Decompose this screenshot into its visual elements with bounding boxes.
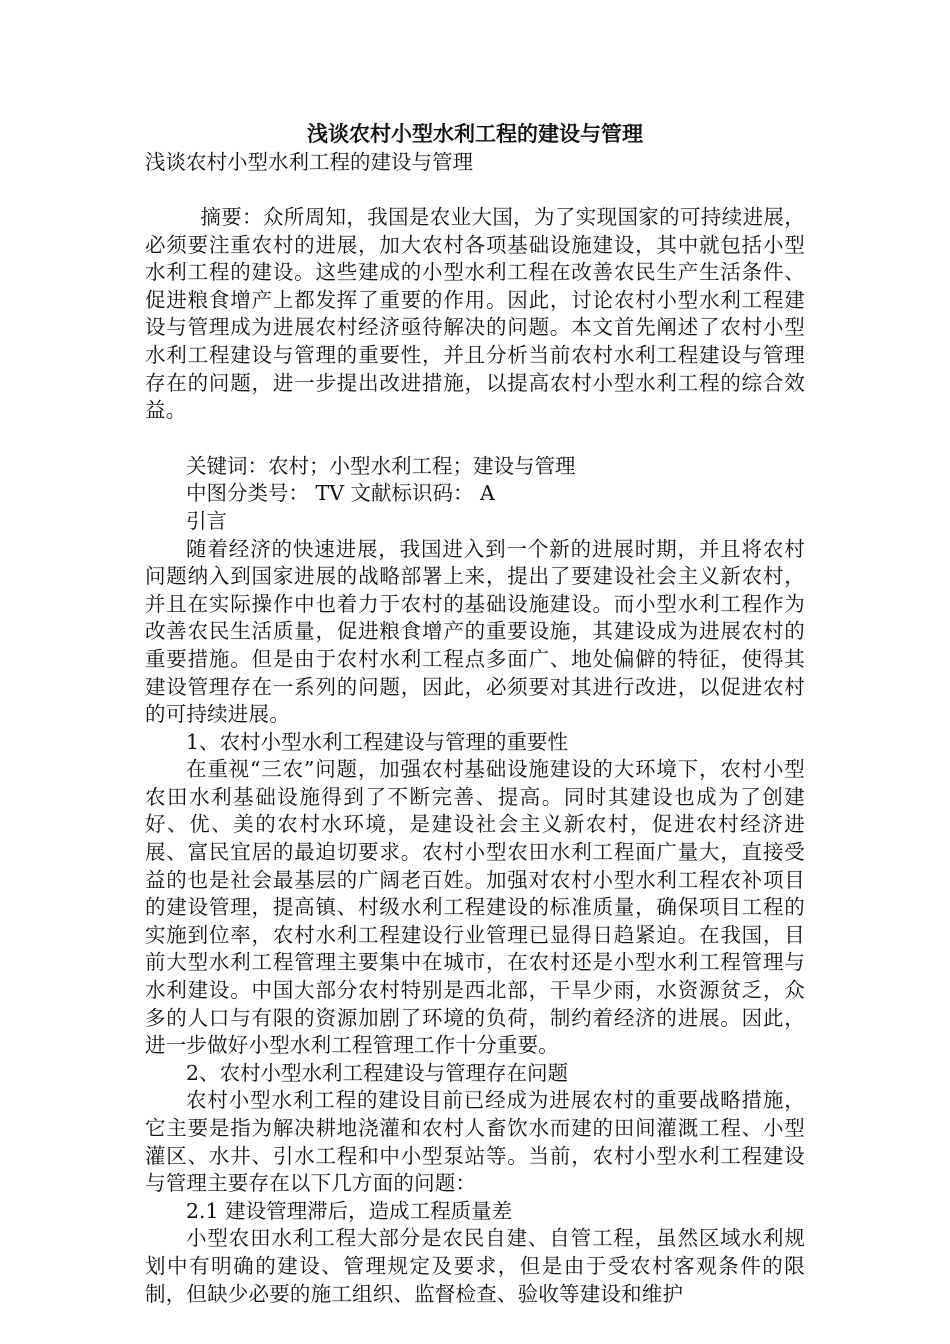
section-1-heading: 1、农村小型水利工程建设与管理的重要性 xyxy=(186,729,569,754)
section-2-1-paragraph: 小型农田水利工程大部分是农民自建、自管工程，虽然区域水利规划中有明确的建设、管理规定及要求，但是由于受农村客观条件的限制，但缺少必要的施工组织、监督检查、验收等建设和维护 xyxy=(145,1226,805,1306)
classification-line: 中图分类号： TV 文献标识码： A xyxy=(186,481,495,506)
document-title: 浅谈农村小型水利工程的建设与管理 xyxy=(307,122,643,146)
section-2-heading: 2、农村小型水利工程建设与管理存在问题 xyxy=(186,1060,569,1085)
document-page xyxy=(145,120,805,1308)
section-2-1-heading: 2.1 建设管理滞后，造成工程质量差 xyxy=(186,1198,513,1223)
document-subtitle: 浅谈农村小型水利工程的建设与管理 xyxy=(145,150,473,174)
blank-line xyxy=(145,176,805,204)
keywords-line: 关键词：农村；小型水利工程；建设与管理 xyxy=(186,453,576,478)
intro-heading: 引言 xyxy=(186,508,227,533)
blank-line xyxy=(145,425,805,453)
section-1-paragraph: 在重视“三农”问题，加强农村基础设施建设的大环境下，农村小型农田水利基础设施得到了不断完善、提高。同时其建设也成为了创建好、优、美的农村水环境，是建设社会主义新农村，促进农村经济进展、富民宜居的最迫切要求。农村小型农田水利工程面广量大，直接受益的也是社会最基层的广阔老百姓。加强对农村小型水利工程农补项目的建设管理，提高镇、村级水利工程建设的标准质量，确保项目工程的实施到位率，农村水利工程建设行业管理已显得日趋紧迫。在我国，目前大型水利工程管理主要集中在城市，在农村还是小型水利工程管理与水利建设。中国大部分农村特别是西北部，干旱少雨，水资源贫乏，众多的人口与有限的资源加剧了环境的负荷，制约着经济的进展。因此，进一步做好小型水利工程管理工作十分重要。 xyxy=(145,757,805,1058)
abstract-paragraph: 摘要：众所周知，我国是农业大国，为了实现国家的可持续进展，必须要注重农村的进展，加大农村各项基础设施建设，其中就包括小型水利工程的建设。这些建成的小型水利工程在改善农民生产生活条件、促进粮食增产上都发挥了重要的作用。因此，讨论农村小型水利工程建设与管理成为进展农村经济亟待解决的问题。本文首先阐述了农村小型水利工程建设与管理的重要性，并且分析当前农村水利工程建设与管理存在的问题，进一步提出改进措施，以提高农村小型水利工程的综合效益。 xyxy=(145,205,805,423)
intro-paragraph: 随着经济的快速进展，我国进入到一个新的进展时期，并且将农村问题纳入到国家进展的战略部署上来，提出了要建设社会主义新农村，并且在实际操作中也着力于农村的基础设施建设。而小型水利工程作为改善农民生活质量，促进粮食增产的重要设施，其建设成为进展农村的重要措施。但是由于农村水利工程点多面广、地处偏僻的特征，使得其建设管理存在一系列的问题，因此，必须要对其进行改进，以促进农村的可持续进展。 xyxy=(145,536,805,727)
section-2-paragraph: 农村小型水利工程的建设目前已经成为进展农村的重要战略措施，它主要是指为解决耕地浇灌和农村人畜饮水而建的田间灌溉工程、小型灌区、水井、引水工程和中小型泵站等。当前，农村小型水利工程建设与管理主要存在以下几方面的问题： xyxy=(145,1088,805,1196)
